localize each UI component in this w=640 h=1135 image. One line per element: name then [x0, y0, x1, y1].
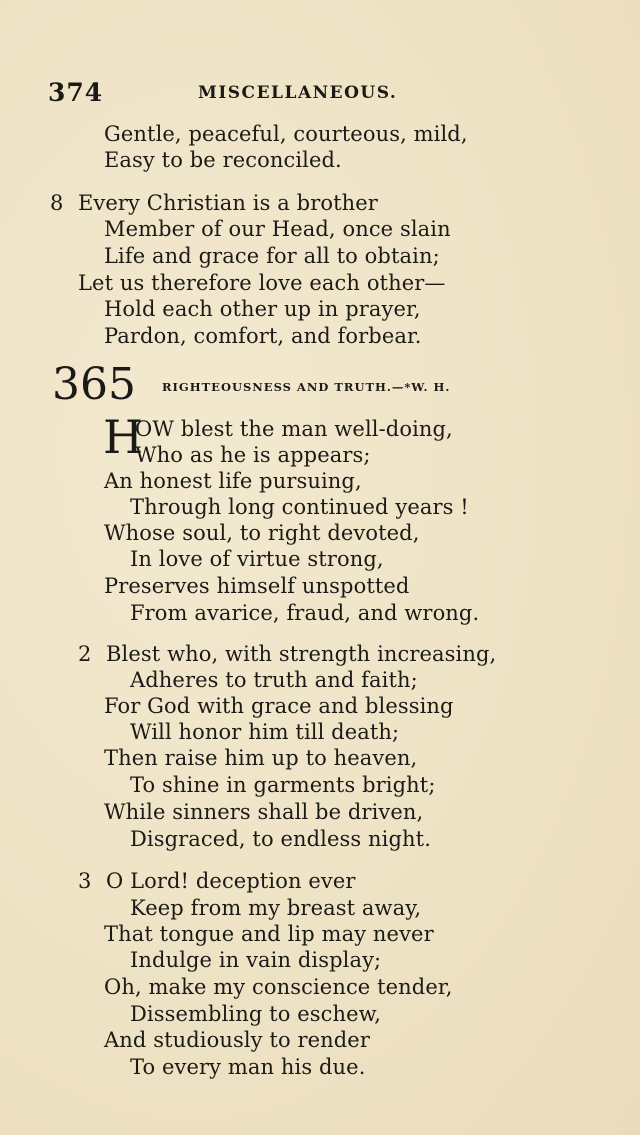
- verse-line: Then raise him up to heaven,: [104, 746, 418, 770]
- verse-line: To shine in garments bright;: [130, 773, 436, 797]
- verse-line: For God with grace and blessing: [104, 694, 454, 718]
- verse-line: Pardon, comfort, and forbear.: [104, 324, 422, 348]
- continuation-line: Gentle, peaceful, courteous, mild,: [104, 122, 468, 146]
- running-title: MISCELLANEOUS.: [198, 83, 398, 103]
- verse-line: Let us therefore love each other—: [78, 271, 446, 295]
- stanza-number: 8: [50, 191, 64, 215]
- verse-line: Indulge in vain display;: [130, 948, 382, 972]
- verse-line: Oh, make my conscience tender,: [104, 975, 453, 999]
- verse-line: From avarice, fraud, and wrong.: [130, 601, 480, 625]
- continuation-line: Easy to be reconciled.: [104, 148, 342, 172]
- verse-line: In love of virtue strong,: [130, 547, 384, 571]
- verse-line: Life and grace for all to obtain;: [104, 244, 440, 268]
- verse-line: Disgraced, to endless night.: [130, 827, 431, 851]
- verse-line: And studiously to render: [104, 1028, 370, 1052]
- verse-line: Member of our Head, once slain: [104, 217, 451, 241]
- drop-cap: H: [103, 410, 144, 464]
- verse-line: Whose soul, to right devoted,: [104, 521, 420, 545]
- verse-line: OW blest the man well-doing,: [135, 417, 453, 441]
- verse-line: Adheres to truth and faith;: [130, 668, 418, 692]
- verse-line: Keep from my breast away,: [130, 896, 422, 920]
- verse-line: Hold each other up in prayer,: [104, 297, 421, 321]
- verse-line: While sinners shall be driven,: [104, 800, 424, 824]
- stanza-number: 3: [78, 869, 92, 893]
- verse-line: O Lord! deception ever: [106, 869, 356, 893]
- stanza-number: 2: [78, 642, 92, 666]
- verse-line: To every man his due.: [130, 1055, 366, 1079]
- verse-line: Preserves himself unspotted: [104, 574, 410, 598]
- verse-line: Blest who, with strength increasing,: [106, 642, 497, 666]
- verse-line: Who as he is appears;: [135, 443, 371, 467]
- verse-line: Through long continued years !: [130, 495, 469, 519]
- verse-line: Dissembling to eschew,: [130, 1002, 382, 1026]
- page-number: 374: [48, 78, 104, 107]
- verse-line: That tongue and lip may never: [104, 922, 434, 946]
- verse-line: Will honor him till death;: [130, 720, 400, 744]
- hymn-number: 365: [52, 359, 136, 410]
- verse-line: An honest life pursuing,: [104, 469, 362, 493]
- hymn-title: RIGHTEOUSNESS AND TRUTH.—*W. H.: [162, 380, 451, 394]
- verse-line: Every Christian is a brother: [78, 191, 378, 215]
